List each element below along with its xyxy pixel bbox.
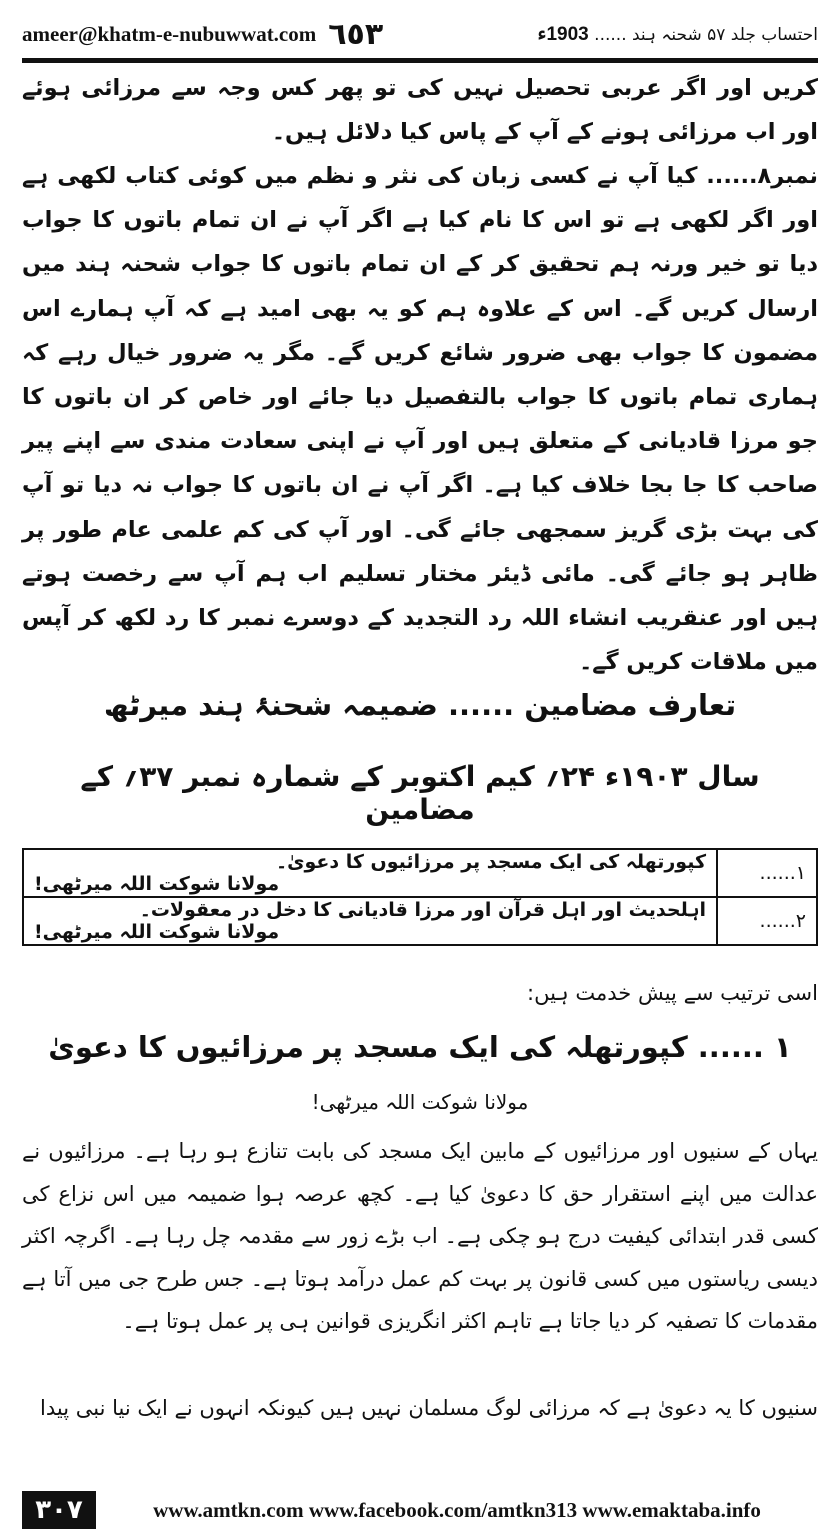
running-head bbox=[538, 23, 818, 46]
contents-title: اہلحدیث اور اہل قرآن اور مرزا قادیانی کا دخل در معقولات۔ bbox=[139, 899, 706, 921]
page-footer bbox=[22, 1490, 818, 1530]
contents-title: کپورتھلہ کی ایک مسجد پر مرزائیوں کا دعویٰ۔ bbox=[275, 851, 706, 873]
heading-issue: سال ۱۹۰۳ء ۲۴؍ کیم اکتوبر کے شمارہ نمبر ۳۷؍ کے مضامین bbox=[80, 760, 760, 826]
footer-page-box: ۳۰۷ bbox=[22, 1491, 96, 1529]
contents-row bbox=[23, 897, 817, 945]
paragraph-3: یہاں کے سنیوں اور مرزائیوں کے مابین ایک مسجد کی بابت تنازع ہو رہا ہے۔ مرزائیوں نے عدالت میں اپنے استقرار حق کا دعویٰ کیا ہے۔ کچھ عرصہ ہوا ضمیمہ میں اس نزاع کی کسی قدر ابتدائی کیفیت درج ہو چکی ہے۔ اب بڑے زور سے مقدمہ چل رہا ہے۔ اگرچہ اکثر دیسی ریاستوں میں کسی قانون پر بہت کم عمل درآمد ہوتا ہے۔ جس طرح جی میں آتا ہے مقدمات کا تصفیہ کر دیا جاتا ہے تاہم اکثر انگریزی قوانین ہی پر عمل ہوتا ہے۔ bbox=[22, 1139, 818, 1333]
header-left bbox=[22, 17, 383, 52]
contents-table bbox=[22, 848, 818, 946]
page-header bbox=[22, 14, 818, 54]
footer-urls: www.amtkn.com www.facebook.com/amtkn313 www.emaktaba.info bbox=[153, 1497, 761, 1522]
contents-author: مولانا شوکت اللہ میرٹھی! bbox=[34, 873, 280, 895]
paragraph-1: کریں اور اگر عربی تحصیل نہیں کی تو پھر کس وجہ سے مرزائی ہوئے اور اب مرزائی ہونے کے آپ کے پاس کیا دلائل ہیں۔ bbox=[22, 75, 818, 146]
header-rule bbox=[22, 58, 818, 63]
header-page-number: ٦٥٣ bbox=[328, 16, 384, 52]
paragraph-2: نمبر۸...... کیا آپ نے کسی زبان کی نثر و نظم میں کوئی کتاب لکھی ہے اور اگر لکھی ہے تو اس کا نام کیا ہے اگر آپ نے ان تمام باتوں کا جواب دیا تو خیر ورنہ ہم تحقیق کر کے ان تمام باتوں کا جواب شحنہ ہند میں ارسال کریں گے۔ اس کے علاوہ ہم کو یہ بھی امید ہے کہ آپ ہمارے اس مضمون کا جواب بھی ضرور شائع کریں گے۔ مگر یہ ضرور خیال رہے کہ ہماری تمام باتوں کا جواب بالتفصیل دیا جائے اور خاص کر ان باتوں کا جو مرزا قادیانی کے متعلق ہیں اور آپ نے اپنی سعادت مندی سے اپنے پیر صاحب کا جا بجا خلاف کیا ہے۔ اگر آپ نے ان باتوں کا جواب نہ دیا تو آپ کی بہت بڑی گریز سمجھی جائے گی۔ اور آپ کی کم علمی عام طور پر ظاہر ہو جائے گی۔ مائی ڈیئر مختار تسلیم اب ہم آپ سے رخصت ہوتے ہیں اور عنقریب انشاء اللہ رد التجدید کے دوسرے نمبر کا رد لکھ کر آپس میں ملاقات کریں گے۔ bbox=[22, 163, 818, 676]
header-email: ameer@khatm-e-nubuwwat.com bbox=[22, 21, 317, 46]
contents-number: ۲...... bbox=[717, 897, 817, 945]
intro-line: اسی ترتیب سے پیش خدمت ہیں: bbox=[527, 981, 818, 1005]
paragraph-4: سنیوں کا یہ دعویٰ ہے کہ مرزائی لوگ مسلمان نہیں ہیں کیونکہ انہوں نے ایک نیا نبی پیدا bbox=[40, 1396, 818, 1420]
contents-cell bbox=[23, 849, 717, 897]
running-head-text: احتساب جلد ۵۷ شحنہ ہند ...... bbox=[594, 24, 818, 45]
running-head-year: 1903ء bbox=[537, 23, 589, 45]
heading-intro: تعارف مضامین ...... ضمیمہ شحنۂ ہند میرٹھ bbox=[103, 688, 737, 722]
article-title: ۱ ...... کپورتھلہ کی ایک مسجد پر مرزائیوں کا دعویٰ bbox=[48, 1030, 792, 1064]
contents-cell bbox=[23, 897, 717, 945]
contents-row bbox=[23, 849, 817, 897]
article-author: مولانا شوکت اللہ میرٹھی! bbox=[311, 1090, 529, 1114]
contents-author: مولانا شوکت اللہ میرٹھی! bbox=[34, 921, 280, 943]
contents-number: ۱...... bbox=[717, 849, 817, 897]
